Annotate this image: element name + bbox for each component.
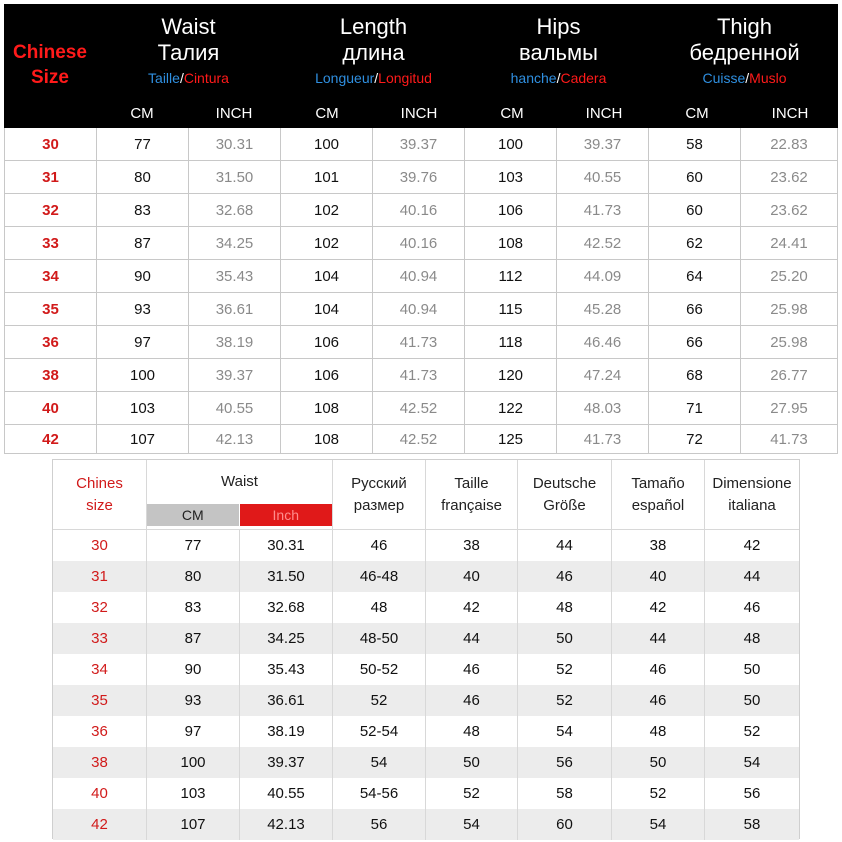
german-size-cell: 52: [518, 654, 612, 685]
table-row: [5, 326, 837, 359]
thigh-cm-cell: 62: [649, 227, 741, 259]
waist-inch-cell: 32.68: [189, 194, 281, 226]
length-es: Longitud: [378, 70, 432, 86]
table-row: [5, 194, 837, 227]
waist-inch-cell: 39.37: [189, 359, 281, 391]
thigh-inch-cell: 26.77: [770, 366, 808, 384]
waist-cm-cell: 80: [97, 161, 189, 193]
russian-size-cell: 46: [333, 530, 426, 561]
russian-size-cell: 48: [333, 592, 426, 623]
hips-en: Hips: [536, 14, 581, 39]
spanish-size-cell: 44: [612, 623, 705, 654]
french-size-cell: 42: [426, 592, 518, 623]
chinese-size-cell: 34: [53, 654, 147, 685]
spanish-line1: Tamaño: [631, 474, 685, 492]
waist-ru: Талия: [157, 40, 220, 65]
waist-cm-cell: 90: [147, 654, 240, 685]
german-size-cell: 60: [518, 809, 612, 840]
waist-inch-cell: 31.50: [189, 161, 281, 193]
length-fr: Longueur: [315, 70, 375, 86]
hips-header: [466, 4, 651, 96]
length-inch-cell: 41.73: [373, 359, 465, 391]
thigh-inch-cell: 23.62: [770, 201, 808, 219]
thigh-unit-inch: INCH: [771, 105, 809, 122]
italian-line1: Dimensione: [712, 474, 792, 492]
length-inch-cell: 40.94: [373, 293, 465, 325]
waist-cm-cell: 93: [97, 293, 189, 325]
table-row: [53, 623, 799, 654]
waist-inch-cell: 36.61: [240, 685, 333, 716]
chinese-size-cell: 40: [53, 778, 147, 809]
waist-es: Cintura: [183, 70, 229, 86]
table-row: [53, 530, 799, 561]
german-size-header: [518, 460, 612, 529]
spanish-size-header: [612, 460, 705, 529]
waist-inch-cell: 39.37: [240, 747, 333, 778]
length-fr-es: [281, 68, 466, 88]
length-cm-cell: 104: [281, 293, 373, 325]
waist-cm-cell: 90: [97, 260, 189, 292]
french-size-cell: 50: [426, 747, 518, 778]
measurement-table: [4, 4, 838, 454]
waist-cm-cell: 100: [97, 359, 189, 391]
length-cm-cell: 104: [281, 260, 373, 292]
waist-header: Waist: [221, 473, 258, 490]
chinese-size-cell: 32: [53, 592, 147, 623]
thigh-unit-cm: CM: [685, 105, 709, 122]
international-size-table-body: [53, 530, 799, 840]
length-inch-cell: 39.76: [373, 161, 465, 193]
chinese-size-cell: 36: [5, 326, 97, 358]
german-size-cell: 56: [518, 747, 612, 778]
chinese-size-header: [4, 40, 96, 90]
waist-inch-cell: 32.68: [240, 592, 333, 623]
table-row: [53, 747, 799, 778]
hips-cm-cell: 112: [465, 260, 557, 292]
length-cm-cell: 108: [281, 425, 373, 453]
thigh-inch-cell: 23.62: [770, 168, 808, 186]
italian-size-cell: 42: [743, 537, 761, 554]
table-row: [53, 716, 799, 747]
waist-cm-cell: 87: [147, 623, 240, 654]
waist-inch-cell: 34.25: [240, 623, 333, 654]
length-cm-cell: 106: [281, 359, 373, 391]
waist-inch-cell: 31.50: [240, 561, 333, 592]
length-inch-cell: 42.52: [373, 425, 465, 453]
hips-cm-cell: 115: [465, 293, 557, 325]
thigh-inch-cell: 27.95: [770, 399, 808, 417]
chinese-size-cell: 30: [53, 530, 147, 561]
waist-cm-cell: 107: [147, 809, 240, 840]
waist-cm-cell: 97: [147, 716, 240, 747]
chinese-size-cell: 31: [53, 561, 147, 592]
thigh-fr: Cuisse: [702, 70, 746, 86]
waist-cm-cell: 80: [147, 561, 240, 592]
french-size-cell: 54: [426, 809, 518, 840]
thigh-cm-cell: 72: [649, 425, 741, 453]
spanish-line2: español: [631, 496, 685, 514]
hips-inch-cell: 44.09: [557, 260, 649, 292]
italian-size-cell: 48: [743, 630, 761, 647]
table-row: [53, 654, 799, 685]
separator: /: [374, 70, 379, 86]
table-row: [5, 260, 837, 293]
chinese-size-cell: 31: [5, 161, 97, 193]
waist-header: [96, 4, 281, 96]
hips-cm-cell: 108: [465, 227, 557, 259]
russian-size-cell: 56: [333, 809, 426, 840]
chinese-size-cell: 42: [5, 425, 97, 453]
table-row: [53, 561, 799, 592]
thigh-inch-cell: 41.73: [770, 430, 808, 448]
hips-cm-cell: 120: [465, 359, 557, 391]
waist-inch-cell: 35.43: [240, 654, 333, 685]
thigh-header: [651, 4, 838, 96]
length-cm-cell: 102: [281, 194, 373, 226]
length-inch-cell: 40.16: [373, 194, 465, 226]
french-line2: française: [441, 496, 502, 514]
waist-cm-cell: 100: [147, 747, 240, 778]
waist-cm-cell: 87: [97, 227, 189, 259]
spanish-size-cell: 50: [612, 747, 705, 778]
length-cm-cell: 108: [281, 392, 373, 424]
french-line1: Taille: [454, 474, 489, 492]
waist-cm-cell: 103: [147, 778, 240, 809]
hips-cm-cell: 103: [465, 161, 557, 193]
chinese-size-cell: 34: [5, 260, 97, 292]
spanish-size-cell: 54: [612, 809, 705, 840]
french-size-cell: 48: [426, 716, 518, 747]
chinese-size-cell: 32: [5, 194, 97, 226]
table-row: [53, 685, 799, 716]
thigh-inch-cell: 24.41: [770, 234, 808, 252]
waist-inch-cell: 38.19: [240, 716, 333, 747]
length-inch-cell: 41.73: [373, 326, 465, 358]
thigh-en: Thigh: [716, 14, 773, 39]
hips-cm-cell: 125: [465, 425, 557, 453]
thigh-cm-cell: 71: [649, 392, 741, 424]
german-line2: Größe: [543, 496, 586, 514]
thigh-inch-cell: 22.83: [770, 135, 808, 153]
waist-en: Waist: [161, 14, 216, 39]
table-row: [53, 809, 799, 840]
table-row: [5, 359, 837, 392]
italian-size-cell: 46: [743, 599, 761, 616]
waist-unit-inch: Inch: [240, 504, 333, 526]
spanish-size-cell: 40: [612, 561, 705, 592]
measurement-table-body: [4, 128, 838, 454]
waist-inch-cell: 30.31: [189, 128, 281, 160]
german-line1: Deutsche: [532, 474, 597, 492]
separator: /: [556, 70, 561, 86]
spanish-size-cell: 46: [612, 685, 705, 716]
thigh-ru: бедренной: [689, 40, 800, 65]
hips-fr: hanche: [510, 70, 557, 86]
russian-size-cell: 46-48: [333, 561, 426, 592]
italian-size-cell: 54: [743, 754, 761, 771]
waist-cm-cell: 77: [147, 530, 240, 561]
french-size-header: [426, 460, 518, 529]
waist-inch-cell: 40.55: [240, 778, 333, 809]
german-size-cell: 54: [518, 716, 612, 747]
german-size-cell: 52: [518, 685, 612, 716]
waist-units: [147, 504, 332, 526]
table-row: [5, 161, 837, 194]
waist-cm-cell: 103: [97, 392, 189, 424]
waist-cm-cell: 107: [97, 425, 189, 453]
spanish-size-cell: 42: [612, 592, 705, 623]
french-size-cell: 38: [426, 530, 518, 561]
international-size-table: [52, 459, 800, 839]
hips-cm-cell: 122: [465, 392, 557, 424]
table-row: [5, 227, 837, 260]
length-header: [281, 4, 466, 96]
thigh-inch-cell: 25.98: [770, 333, 808, 351]
chinese-size-cell: 30: [5, 128, 97, 160]
hips-inch-cell: 41.73: [557, 194, 649, 226]
waist-cm-cell: 77: [97, 128, 189, 160]
thigh-inch-cell: 25.20: [770, 267, 808, 285]
italian-size-cell: 44: [743, 568, 761, 585]
hips-inch-cell: 48.03: [557, 392, 649, 424]
thigh-inch-cell: 25.98: [770, 300, 808, 318]
russian-line1: Русский: [351, 474, 407, 492]
waist-cm-cell: 83: [147, 592, 240, 623]
italian-size-header: [705, 460, 799, 529]
hips-inch-cell: 41.73: [557, 425, 649, 453]
spanish-size-cell: 46: [612, 654, 705, 685]
waist-inch-cell: 30.31: [240, 530, 333, 561]
waist-unit-cm: CM: [130, 105, 154, 122]
chinese-size-cell: 40: [5, 392, 97, 424]
german-size-cell: 44: [518, 530, 612, 561]
chinese-size-cell: 33: [53, 623, 147, 654]
waist-cm-cell: 93: [147, 685, 240, 716]
waist-unit-inch: INCH: [215, 105, 253, 122]
waist-fr: Taille: [148, 70, 180, 86]
length-cm-cell: 102: [281, 227, 373, 259]
size-label: Size: [30, 67, 70, 88]
german-size-cell: 50: [518, 623, 612, 654]
russian-size-cell: 52: [333, 685, 426, 716]
hips-inch-cell: 40.55: [557, 161, 649, 193]
table-row: [5, 392, 837, 425]
chinese-size-label: Chinese: [13, 42, 87, 63]
russian-size-header: [333, 460, 426, 529]
waist-header-group: [147, 460, 333, 529]
thigh-cm-cell: 58: [649, 128, 741, 160]
length-unit-cm: CM: [315, 105, 339, 122]
thigh-cm-cell: 64: [649, 260, 741, 292]
length-en: Length: [339, 14, 408, 39]
size-label: size: [86, 496, 113, 514]
russian-line2: размер: [353, 496, 405, 514]
russian-size-cell: 52-54: [333, 716, 426, 747]
hips-inch-cell: 45.28: [557, 293, 649, 325]
waist-inch-cell: 42.13: [189, 425, 281, 453]
length-cm-cell: 106: [281, 326, 373, 358]
hips-ru: вальмы: [519, 40, 598, 65]
spanish-size-cell: 48: [612, 716, 705, 747]
measurement-table-header: [4, 4, 838, 128]
length-cm-cell: 100: [281, 128, 373, 160]
thigh-es: Muslo: [749, 70, 787, 86]
russian-size-cell: 50-52: [333, 654, 426, 685]
hips-es: Cadera: [560, 70, 607, 86]
hips-cm-cell: 100: [465, 128, 557, 160]
russian-size-cell: 48-50: [333, 623, 426, 654]
italian-line2: italiana: [728, 496, 776, 514]
table-row: [53, 778, 799, 809]
length-inch-cell: 40.94: [373, 260, 465, 292]
german-size-cell: 48: [518, 592, 612, 623]
italian-size-cell: 50: [743, 661, 761, 678]
length-inch-cell: 40.16: [373, 227, 465, 259]
length-inch-cell: 42.52: [373, 392, 465, 424]
french-size-cell: 52: [426, 778, 518, 809]
hips-fr-es: [466, 68, 651, 88]
hips-unit-cm: CM: [500, 105, 524, 122]
hips-inch-cell: 47.24: [557, 359, 649, 391]
german-size-cell: 46: [518, 561, 612, 592]
german-size-cell: 58: [518, 778, 612, 809]
hips-inch-cell: 46.46: [557, 326, 649, 358]
thigh-cm-cell: 66: [649, 326, 741, 358]
hips-cm-cell: 118: [465, 326, 557, 358]
french-size-cell: 46: [426, 654, 518, 685]
waist-inch-cell: 42.13: [240, 809, 333, 840]
italian-size-cell: 56: [743, 785, 761, 802]
table-row: [5, 293, 837, 326]
waist-fr-es: [96, 68, 281, 88]
separator: /: [745, 70, 750, 86]
chinese-size-cell: 35: [53, 685, 147, 716]
italian-size-cell: 52: [743, 723, 761, 740]
russian-size-cell: 54-56: [333, 778, 426, 809]
thigh-fr-es: [651, 68, 838, 88]
chines-size-header: [53, 460, 147, 529]
chinese-size-cell: 38: [53, 747, 147, 778]
hips-cm-cell: 106: [465, 194, 557, 226]
waist-inch-cell: 36.61: [189, 293, 281, 325]
hips-inch-cell: 42.52: [557, 227, 649, 259]
waist-inch-cell: 38.19: [189, 326, 281, 358]
length-cm-cell: 101: [281, 161, 373, 193]
length-unit-inch: INCH: [400, 105, 438, 122]
separator: /: [179, 70, 184, 86]
spanish-size-cell: 38: [612, 530, 705, 561]
waist-inch-cell: 34.25: [189, 227, 281, 259]
table-row: [5, 128, 837, 161]
chinese-size-cell: 42: [53, 809, 147, 840]
italian-size-cell: 50: [743, 692, 761, 709]
russian-size-cell: 54: [333, 747, 426, 778]
hips-unit-inch: INCH: [585, 105, 623, 122]
international-size-table-header: [53, 460, 799, 530]
waist-cm-cell: 97: [97, 326, 189, 358]
waist-unit-cm: CM: [147, 504, 240, 526]
italian-size-cell: 58: [743, 816, 761, 833]
table-row: [53, 592, 799, 623]
table-row: [5, 425, 837, 454]
french-size-cell: 46: [426, 685, 518, 716]
thigh-cm-cell: 60: [649, 194, 741, 226]
waist-cm-cell: 83: [97, 194, 189, 226]
chinese-size-cell: 38: [5, 359, 97, 391]
chinese-size-cell: 33: [5, 227, 97, 259]
spanish-size-cell: 52: [612, 778, 705, 809]
length-inch-cell: 39.37: [373, 128, 465, 160]
length-ru: длина: [342, 40, 405, 65]
chinese-size-cell: 36: [53, 716, 147, 747]
waist-inch-cell: 35.43: [189, 260, 281, 292]
thigh-cm-cell: 60: [649, 161, 741, 193]
hips-inch-cell: 39.37: [557, 128, 649, 160]
thigh-cm-cell: 68: [649, 359, 741, 391]
french-size-cell: 40: [426, 561, 518, 592]
thigh-cm-cell: 66: [649, 293, 741, 325]
chinese-size-cell: 35: [5, 293, 97, 325]
waist-inch-cell: 40.55: [189, 392, 281, 424]
chines-label: Chines: [76, 474, 123, 492]
french-size-cell: 44: [426, 623, 518, 654]
